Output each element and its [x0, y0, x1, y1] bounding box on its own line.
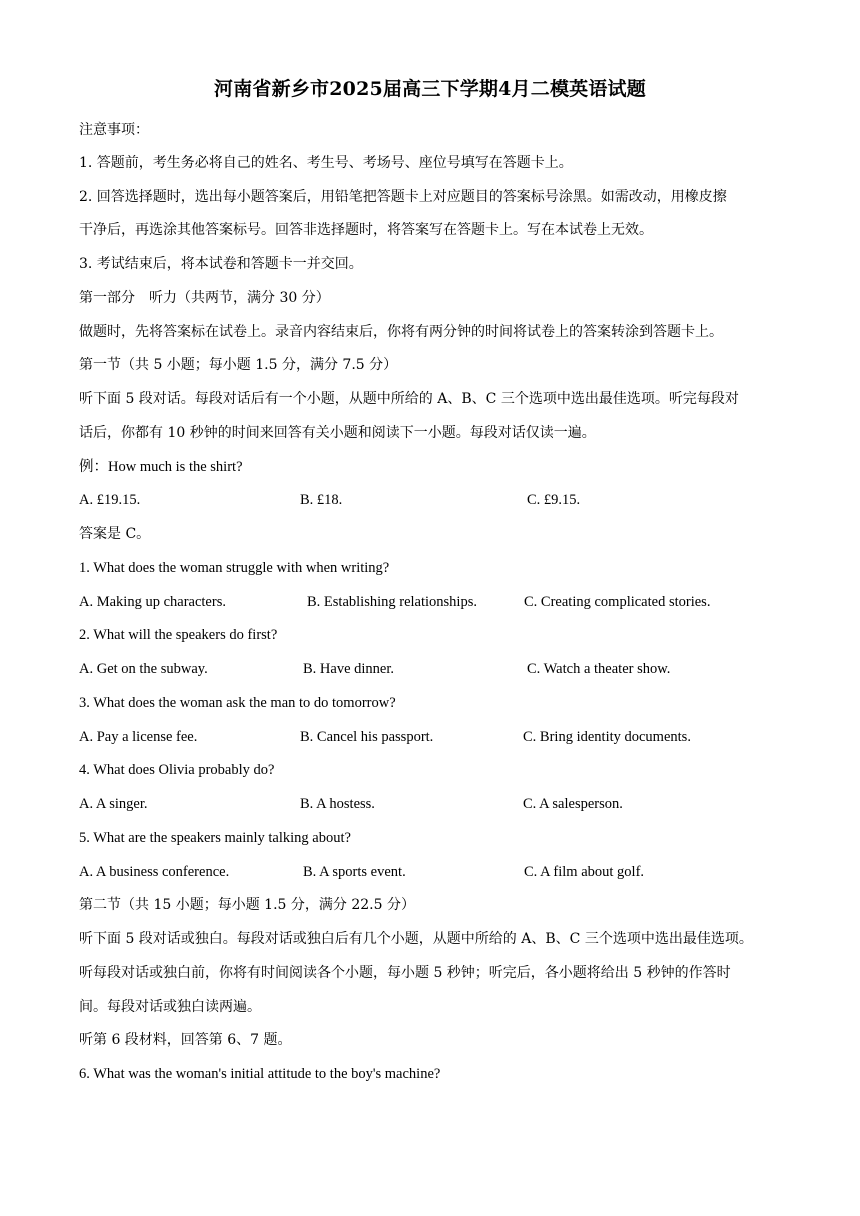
- question-2-option-c: C. Watch a theater show.: [527, 661, 671, 677]
- question-4-option-c: C. A salesperson.: [523, 796, 623, 812]
- question-4-option-a: A. A singer.: [79, 796, 148, 812]
- question-4: 4. What does Olivia probably do?: [79, 762, 275, 778]
- question-5-option-a: A. A business conference.: [79, 864, 230, 880]
- section2-heading: 第二节（共 15 小题；每小题 1.5 分，满分 22.5 分）: [79, 897, 415, 913]
- question-3-option-c: C. Bring identity documents.: [523, 729, 691, 745]
- example-answer: 答案是 C。: [79, 526, 151, 542]
- notice-heading: 注意事项：: [79, 122, 149, 138]
- question-4-option-b: B. A hostess.: [300, 796, 375, 812]
- section2-instruction-line-1: 听下面 5 段对话或独白。每段对话或独白后有几个小题，从题中所给的 A、B、C 三个选项中选出最佳选项。: [79, 931, 753, 947]
- section2-instruction-line-3: 间。每段对话或独白读两遍。: [79, 999, 261, 1015]
- notice-item-2-line-2: 干净后，再选涂其他答案标号。回答非选择题时，将答案写在答题卡上。写在本试卷上无效。: [79, 222, 653, 238]
- question-2: 2. What will the speakers do first?: [79, 627, 278, 643]
- section1-heading: 第一节（共 5 小题；每小题 1.5 分，满分 7.5 分）: [79, 357, 398, 373]
- question-1-option-c: C. Creating complicated stories.: [524, 594, 711, 610]
- section2-instruction-line-2: 听每段对话或独白前，你将有时间阅读各个小题，每小题 5 秒钟；听完后，各小题将给出 5 秒钟的作答时: [79, 965, 731, 981]
- question-1-option-b: B. Establishing relationships.: [307, 594, 477, 610]
- question-2-option-b: B. Have dinner.: [303, 661, 395, 677]
- notice-item-3: 3. 考试结束后，将本试卷和答题卡一并交回。: [79, 256, 363, 272]
- question-1-option-a: A. Making up characters.: [79, 594, 226, 610]
- section1-instruction-line-1: 听下面 5 段对话。每段对话后有一个小题，从题中所给的 A、B、C 三个选项中选出最佳选项。听完每段对: [79, 391, 739, 407]
- question-3: 3. What does the woman ask the man to do tomorrow?: [79, 695, 396, 711]
- notice-item-1: 1. 答题前，考生务必将自己的姓名、考生号、考场号、座位号填写在答题卡上。: [79, 155, 573, 171]
- page-title: 河南省新乡市2025届高三下学期4月二模英语试题: [214, 78, 646, 100]
- question-3-option-b: B. Cancel his passport.: [300, 729, 434, 745]
- question-2-option-a: A. Get on the subway.: [79, 661, 208, 677]
- question-5-option-c: C. A film about golf.: [524, 864, 645, 880]
- section1-instruction-line-2: 话后，你都有 10 秒钟的时间来回答有关小题和阅读下一小题。每段对话仅读一遍。: [79, 425, 596, 441]
- question-6: 6. What was the woman's initial attitude to the boy's machine?: [79, 1066, 441, 1082]
- material-6-instruction: 听第 6 段材料，回答第 6、7 题。: [79, 1032, 292, 1048]
- part1-intro: 做题时，先将答案标在试卷上。录音内容结束后，你将有两分钟的时间将试卷上的答案转涂到答题卡上。: [79, 324, 723, 340]
- example-option-c: C. £9.15.: [527, 492, 581, 508]
- question-5: 5. What are the speakers mainly talking about?: [79, 830, 351, 846]
- question-3-option-a: A. Pay a license fee.: [79, 729, 198, 745]
- example-option-b: B. £18.: [300, 492, 343, 508]
- example-question: 例：How much is the shirt?: [79, 459, 243, 475]
- example-option-a: A. £19.15.: [79, 492, 141, 508]
- notice-item-2-line-1: 2. 回答选择题时，选出每小题答案后，用铅笔把答题卡上对应题目的答案标号涂黑。如需改动，用橡皮擦: [79, 189, 727, 205]
- part1-heading: 第一部分 听力（共两节，满分 30 分）: [79, 290, 330, 306]
- question-1: 1. What does the woman struggle with when writing?: [79, 560, 390, 576]
- question-5-option-b: B. A sports event.: [303, 864, 406, 880]
